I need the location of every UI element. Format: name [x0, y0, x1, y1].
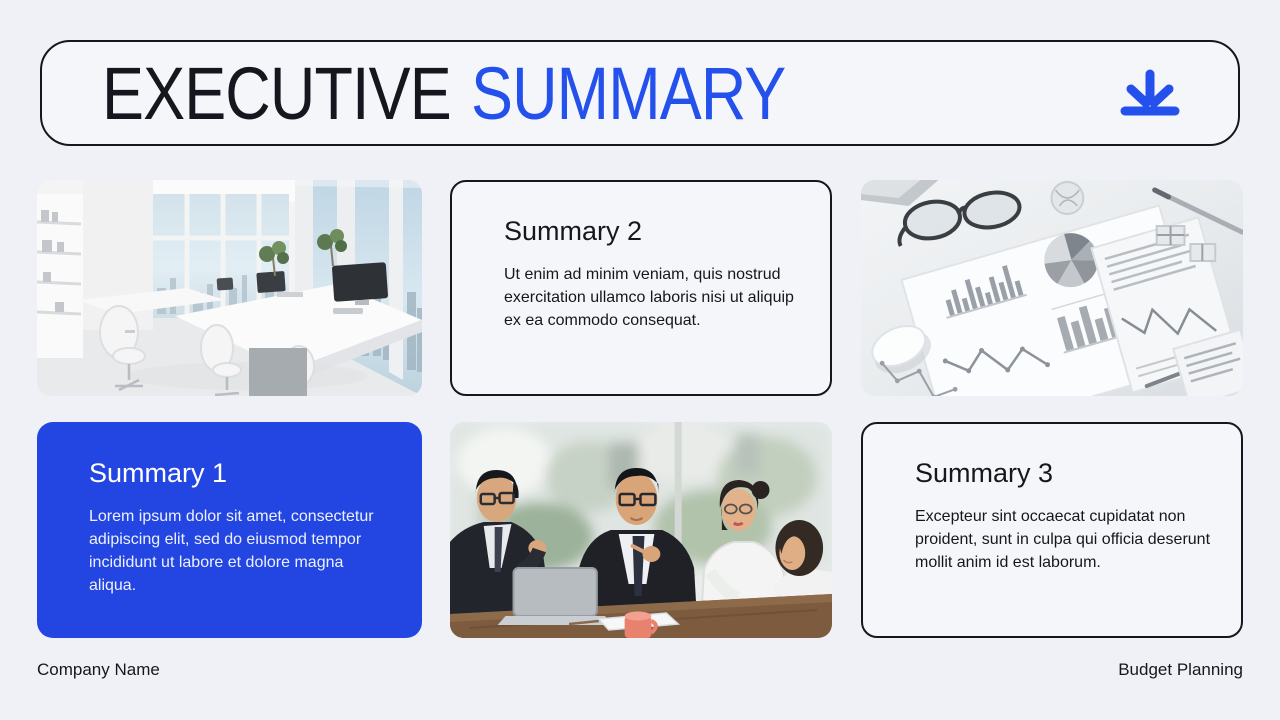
- summary-1-body: Lorem ipsum dolor sit amet, consectetur adipiscing elit, sed do eiusmod tempor incididunt ut labore et dolore magna aliqua.: [89, 508, 374, 594]
- summary-2-body: Ut enim ad minim veniam, quis nostrud exercitation ullamco laboris nisi ut aliquip ex ea commodo consequat.: [504, 266, 794, 329]
- office-photo: [37, 180, 422, 396]
- summary-1-card: [37, 422, 422, 638]
- arrow-down-to-line-icon: [1118, 68, 1182, 118]
- company-name: Company Name: [37, 660, 160, 679]
- page-title: [102, 51, 785, 136]
- summary-3-title: Summary 3: [915, 458, 1054, 488]
- deck-title: Budget Planning: [1118, 660, 1243, 679]
- summary-2-card: [450, 180, 832, 396]
- title-banner: [40, 40, 1240, 146]
- summary-2-title: Summary 2: [504, 216, 643, 246]
- page-title-blue: SUMMARY: [470, 51, 786, 135]
- summary-3-body: Excepteur sint occaecat cupidatat non proident, sunt in culpa qui officia deserunt mollit anim id est laborum.: [915, 508, 1211, 571]
- summary-3-card: [861, 422, 1243, 638]
- documents-photo: [861, 180, 1243, 396]
- meeting-photo: [450, 422, 832, 638]
- page-title-black: EXECUTIVE: [102, 51, 451, 135]
- summary-1-title: Summary 1: [89, 458, 228, 488]
- slide-footer: [37, 660, 1243, 680]
